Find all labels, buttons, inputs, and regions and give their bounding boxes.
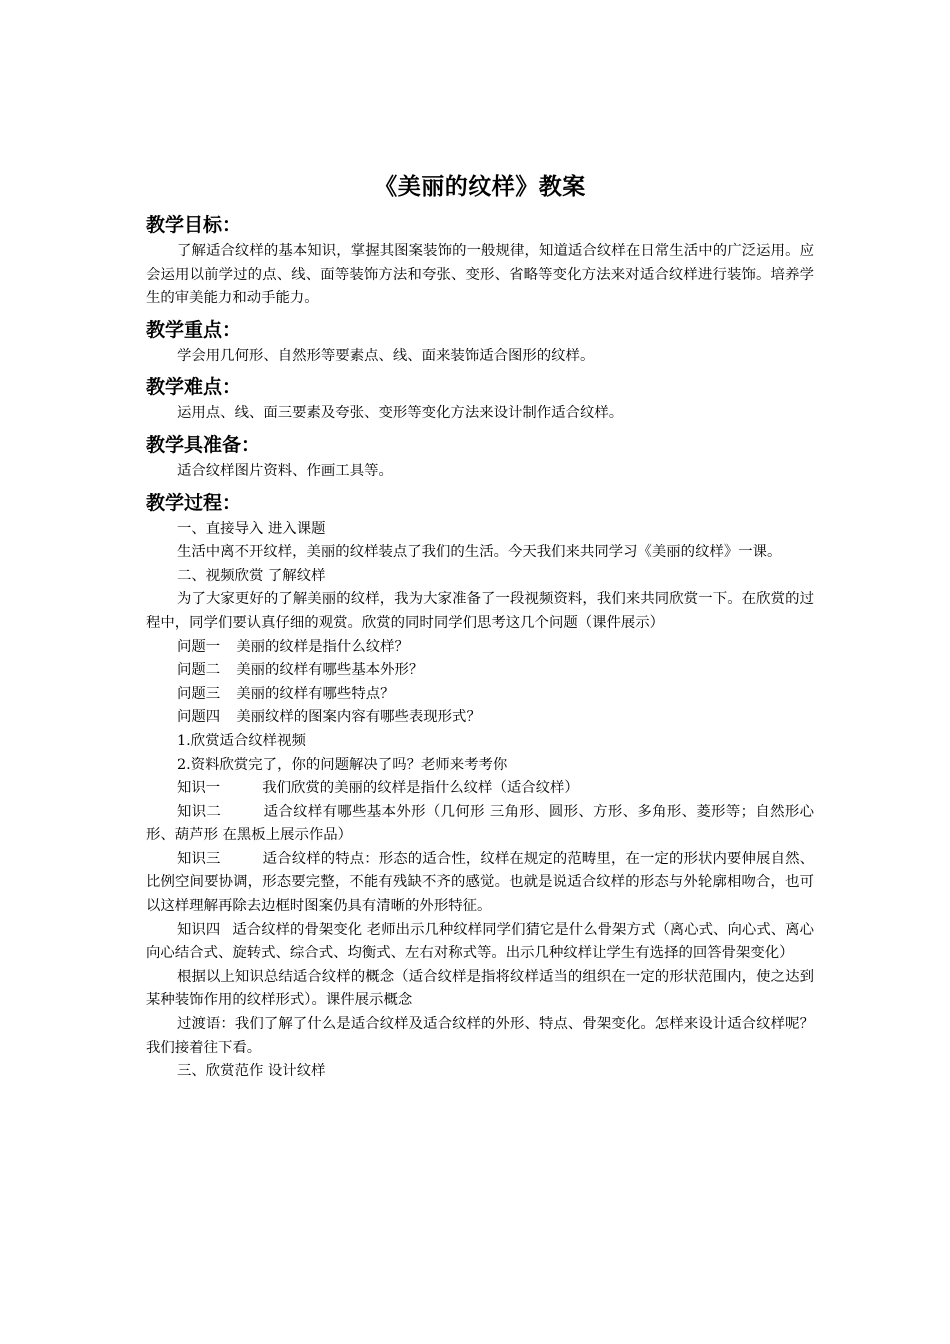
- process-paragraph-4: 过渡语：我们了解了什么是适合纹样及适合纹样的外形、特点、骨架变化。怎样来设计适合纹样呢？我们接着往下看。: [146, 1016, 814, 1056]
- knowledge-2: [146, 801, 814, 848]
- process-paragraph-1: 生活中离不开纹样，美丽的纹样装点了我们的生活。今天我们来共同学习《美丽的纹样》一课。: [177, 544, 782, 561]
- knowledge-1: [146, 777, 814, 801]
- question-4-text: 美丽纹样的图案内容有哪些表现形式？: [236, 709, 481, 726]
- heading-teaching-goal: 教学目标：: [146, 214, 242, 236]
- knowledge-3-label: 知识三: [177, 850, 221, 867]
- process-step-3: 三、欣赏范作 设计纹样: [177, 1063, 326, 1080]
- knowledge-1-text: 我们欣赏的美丽的纹样是指什么纹样（适合纹样）: [262, 780, 579, 797]
- teaching-key-text: 学会用几何形、自然形等要素点、线、面来装饰适合图形的纹样。: [177, 347, 595, 364]
- heading-teaching-prep: 教学具准备：: [146, 433, 261, 456]
- question-2: [146, 659, 814, 683]
- list-item-2: 2.资料欣赏完了，你的问题解决了吗？老师来考考你: [177, 756, 508, 773]
- knowledge-1-label: 知识一: [177, 780, 221, 797]
- process-step-2: 二、视频欣赏 了解纹样: [177, 567, 326, 584]
- knowledge-4: [146, 919, 814, 966]
- question-3: [146, 683, 814, 707]
- knowledge-3: [146, 848, 814, 919]
- question-2-label: 问题二: [177, 662, 221, 679]
- teaching-goal-text: 了解适合纹样的基本知识，掌握其图案装饰的一般规律，知道适合纹样在日常生活中的广泛运用。应会运用以前学过的点、线、面等装饰方法和夸张、变形、省略等变化方法来对适合纹样进行装饰。培养学生的审美能力和动手能力。: [146, 243, 814, 307]
- question-1-text: 美丽的纹样是指什么纹样？: [236, 638, 409, 655]
- knowledge-4-label: 知识四: [177, 921, 221, 938]
- knowledge-2-text: 适合纹样有哪些基本外形（几何形 三角形、圆形、方形、多角形、菱形等；自然形心形、葫芦形 在黑板上展示作品）: [146, 803, 814, 844]
- knowledge-2-label: 知识二: [177, 803, 222, 820]
- knowledge-3-text: 适合纹样的特点：形态的适合性，纹样在规定的范畴里，在一定的形状内要伸展自然、比例空间要协调，形态要完整，不能有残缺不齐的感觉。也就是说适合纹样的形态与外轮廓相吻合，也可以这样理解再除去边框时图案仍具有清晰的外形特征。: [146, 850, 814, 915]
- list-item-1: 1.欣赏适合纹样视频: [177, 732, 306, 749]
- heading-teaching-difficulty: 教学难点：: [146, 376, 242, 399]
- process-paragraph-3: 根据以上知识总结适合纹样的概念（适合纹样是指将纹样适当的组织在一定的形状范围内，使之达到某种装饰作用的纹样形式）。课件展示概念: [146, 968, 814, 1009]
- process-paragraph-2: 为了大家更好的了解美丽的纹样，我为大家准备了一段视频资料，我们来共同欣赏一下。在欣赏的过程中，同学们要认真仔细的观赏。欣赏的同时同学们思考这几个问题（课件展示）: [146, 591, 814, 631]
- question-3-label: 问题三: [177, 685, 221, 702]
- question-3-text: 美丽的纹样有哪些特点？: [236, 685, 395, 702]
- question-1-label: 问题一: [177, 638, 221, 655]
- question-1: [146, 636, 814, 660]
- heading-teaching-key: 教学重点：: [146, 318, 242, 341]
- teaching-prep-text: 适合纹样图片资料、作画工具等。: [177, 462, 393, 479]
- document-title: 《美丽的纹样》教案: [374, 174, 586, 200]
- question-4-label: 问题四: [177, 709, 221, 726]
- teaching-difficulty-text: 运用点、线、面三要素及夸张、变形等变化方法来设计制作适合纹样。: [177, 405, 624, 422]
- question-4: [146, 706, 814, 730]
- document-page: [146, 170, 814, 1084]
- heading-teaching-process: 教学过程：: [146, 491, 242, 514]
- question-2-text: 美丽的纹样有哪些基本外形？: [236, 662, 424, 679]
- knowledge-4-text: 适合纹样的骨架变化 老师出示几种纹样同学们猜它是什么骨架方式（离心式、向心式、离心向心结合式、旋转式、综合式、均衡式、左右对称式等。出示几种纹样让学生有选择的回答骨架变化）: [146, 921, 814, 962]
- process-step-1: 一、直接导入 进入课题: [177, 520, 326, 537]
